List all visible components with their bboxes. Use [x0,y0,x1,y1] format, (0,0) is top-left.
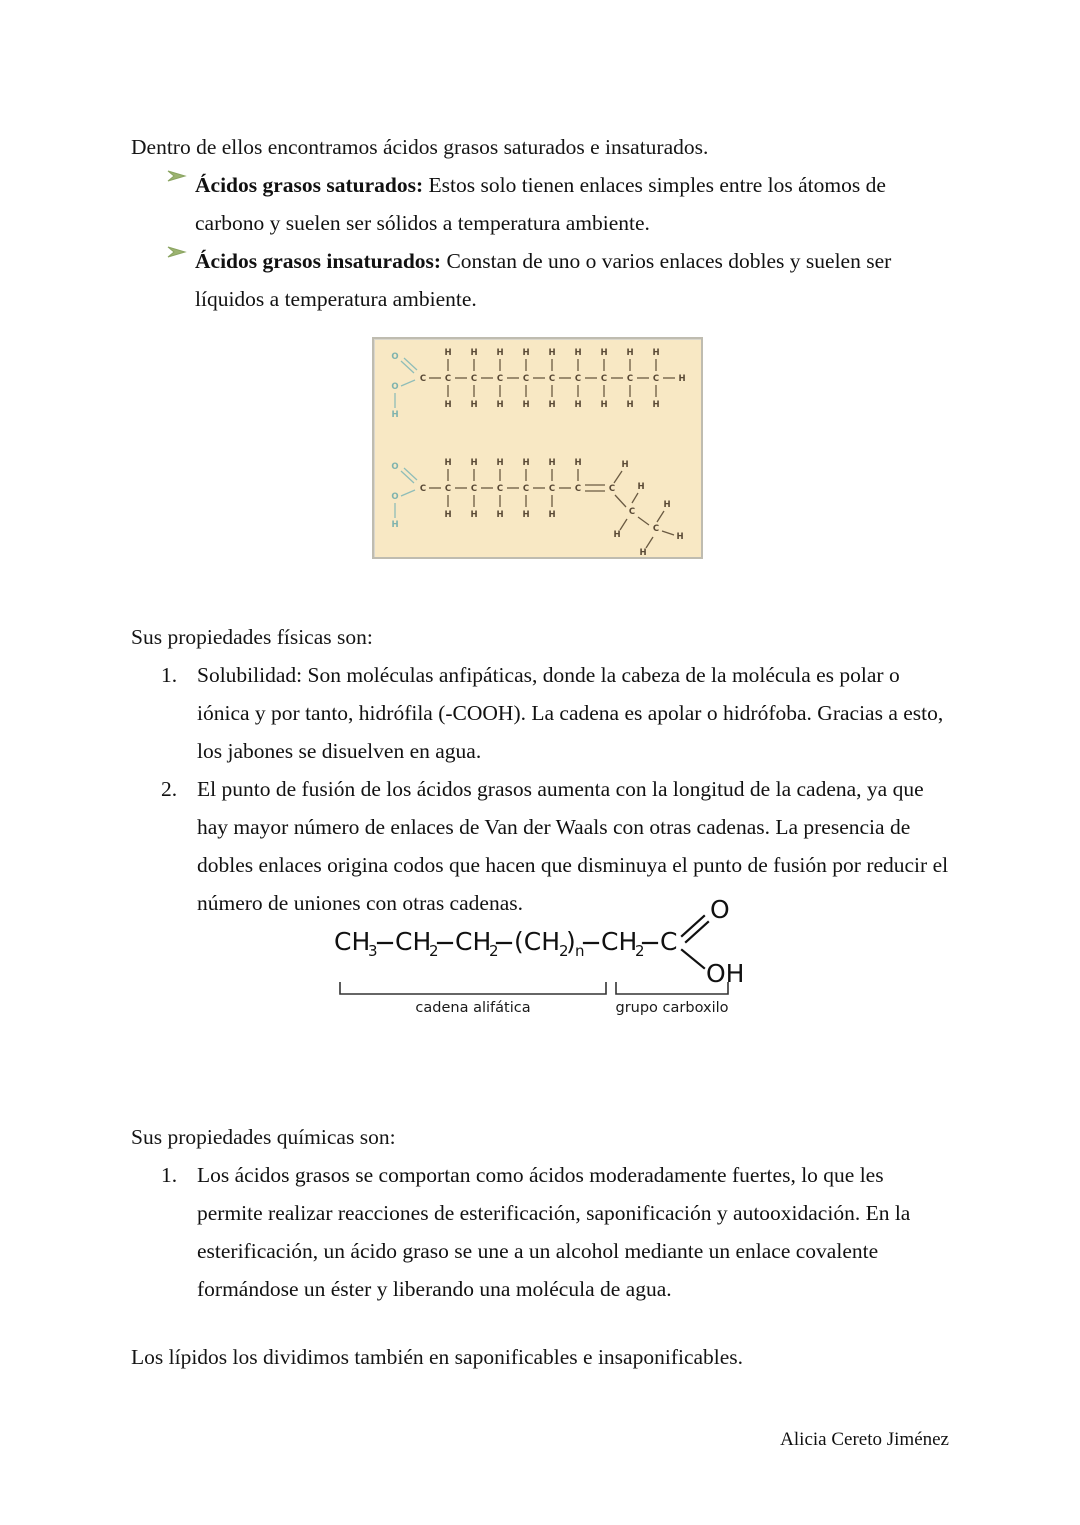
svg-text:H: H [574,348,582,358]
svg-text:H: H [522,348,530,358]
paragraph-spacer [131,1308,949,1338]
bullet-term: Ácidos grasos insaturados: [195,249,442,273]
list-item [131,656,949,770]
fatty-acid-structures-figure [372,337,703,559]
label-carboxyl-group: grupo carboxilo [615,1000,729,1016]
list-number: 1. [161,1163,178,1187]
list-item-text: El punto de fusión de los ácidos grasos aumenta con la longitud de la cadena, ya que hay mayor número de enlaces de Van der Waals con otras cadenas. La presencia de dobles enlaces origina codos que hacen que disminuya el punto de fusión por reducir el número de uniones con otras cadenas. [197,777,949,915]
svg-text:H: H [496,400,504,410]
svg-text:C: C [496,374,504,384]
page-footer-author: Alicia Cereto Jiménez [780,1429,949,1450]
svg-text:2: 2 [489,942,499,960]
svg-text:H: H [652,400,660,410]
svg-text:C: C [548,374,556,384]
svg-text:H: H [470,348,478,358]
svg-text:H: H [444,510,452,520]
svg-text:H: H [626,400,634,410]
svg-text:H: H [470,400,478,410]
formula-svg [330,898,750,1018]
svg-text:H: H [626,348,634,358]
svg-text:H: H [470,458,478,468]
svg-text:(CH: (CH [514,927,561,956]
svg-text:OH: OH [706,959,745,988]
svg-text:C: C [628,507,636,517]
svg-text:3: 3 [368,942,378,960]
closing-paragraph: Los lípidos los dividimos también en saponificables e insaponificables. [131,1345,744,1369]
svg-text:H: H [574,458,582,468]
svg-text:H: H [621,460,629,470]
svg-text:H: H [444,348,452,358]
svg-text:2: 2 [429,942,439,960]
svg-text:C: C [444,374,452,384]
svg-text:C: C [574,484,582,494]
physical-properties-list [131,656,949,922]
svg-text:H: H [613,530,621,540]
label-aliphatic-chain: cadena alifática [415,1000,531,1016]
svg-text:H: H [548,510,556,520]
svg-text:): ) [566,927,576,956]
svg-text:H: H [676,532,684,542]
list-item [131,1156,949,1308]
svg-text:H: H [637,482,645,492]
svg-text:H: H [444,400,452,410]
svg-text:CH: CH [455,927,492,956]
svg-text:2: 2 [635,942,645,960]
svg-text:C: C [470,374,478,384]
svg-text:O: O [391,462,399,472]
svg-text:CH: CH [334,927,371,956]
fatty-acid-types-list [131,166,949,318]
svg-text:O: O [391,492,399,502]
svg-text:H: H [470,510,478,520]
svg-text:C: C [652,524,660,534]
svg-text:C: C [652,374,660,384]
svg-text:CH: CH [395,927,432,956]
svg-text:H: H [652,348,660,358]
svg-text:H: H [639,548,647,557]
svg-text:C: C [548,484,556,494]
svg-text:H: H [496,458,504,468]
svg-text:2: 2 [559,942,569,960]
svg-text:H: H [522,458,530,468]
svg-text:H: H [548,458,556,468]
list-number: 1. [161,663,178,687]
svg-text:H: H [391,410,399,420]
arrow-bullet-icon [167,244,191,272]
svg-text:C: C [608,484,616,494]
intro-paragraph: Dentro de ellos encontramos ácidos grasos saturados e insaturados. [131,135,709,159]
svg-text:CH: CH [601,927,638,956]
svg-text:H: H [678,374,686,384]
svg-text:C: C [522,374,530,384]
physical-properties-heading: Sus propiedades físicas son: [131,625,373,649]
bullet-term: Ácidos grasos saturados: [195,173,424,197]
document-body [131,128,949,1376]
svg-text:C: C [444,484,452,494]
svg-text:H: H [496,510,504,520]
svg-text:C: C [660,927,678,956]
svg-text:H: H [522,400,530,410]
list-item-text: Solubilidad: Son moléculas anfipáticas, donde la cabeza de la molécula es polar o iónica y por tanto, hidrófila (-COOH). La cadena es apolar o hidrófoba. Gracias a esto, los jabones se disuelven en agua. [197,663,944,763]
list-item [131,242,949,318]
fatty-acid-formula-figure [330,898,750,1018]
svg-text:H: H [600,348,608,358]
chemical-properties-heading: Sus propiedades químicas son: [131,1125,396,1149]
svg-text:H: H [444,458,452,468]
list-item [131,166,949,242]
svg-text:H: H [548,400,556,410]
svg-text:n: n [575,942,585,960]
bullet-text: Estos solo tienen enlaces simples entre los átomos de carbono y suelen ser sólidos a temperatura ambiente. [195,173,886,235]
svg-text:C: C [419,374,427,384]
svg-text:C: C [626,374,634,384]
molecule-svg [374,339,701,557]
chemical-properties-list [131,1156,949,1308]
svg-text:H: H [496,348,504,358]
svg-text:C: C [522,484,530,494]
svg-text:O: O [391,352,399,362]
svg-text:C: C [496,484,504,494]
svg-text:H: H [574,400,582,410]
list-number: 2. [161,777,178,801]
svg-text:H: H [522,510,530,520]
svg-text:C: C [470,484,478,494]
arrow-bullet-icon [167,168,191,196]
svg-text:H: H [391,520,399,530]
bullet-text: Constan de uno o varios enlaces dobles y suelen ser líquidos a temperatura ambiente. [195,249,892,311]
svg-text:C: C [574,374,582,384]
figure-frame [372,337,703,559]
svg-text:C: C [419,484,427,494]
svg-text:H: H [548,348,556,358]
list-item-text: Los ácidos grasos se comportan como ácidos moderadamente fuertes, lo que les permite realizar reacciones de esterificación, saponificación y autooxidación. En la esterificación, un ácido graso se une a un alcohol mediante un enlace covalente formándose un éster y liberando una molécula de agua. [197,1163,911,1301]
svg-text:O: O [710,898,730,924]
svg-text:H: H [663,500,671,510]
svg-text:C: C [600,374,608,384]
svg-text:H: H [600,400,608,410]
svg-text:O: O [391,382,399,392]
